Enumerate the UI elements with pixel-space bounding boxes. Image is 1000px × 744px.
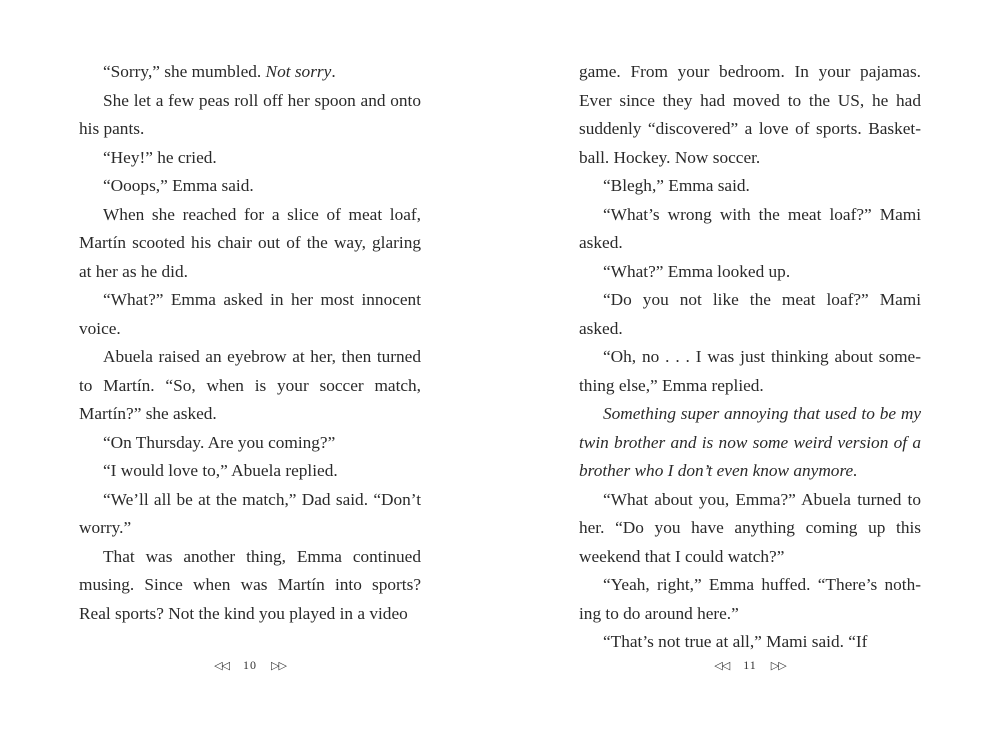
text-run: “Yeah, right,” Emma huffed. “There’s nothing to do around here.” <box>579 575 921 623</box>
paragraph <box>79 58 421 87</box>
paragraph <box>79 286 421 343</box>
right-page <box>500 0 1000 744</box>
paragraph <box>79 172 421 201</box>
paragraph <box>579 58 921 172</box>
text-run: When she reached for a slice of meat loaf, Martín scooted his chair out of the way, glaring at her as he did. <box>79 204 421 281</box>
paragraph <box>79 201 421 287</box>
paragraph <box>579 172 921 201</box>
page-number-footer <box>500 658 1000 673</box>
paragraph <box>579 400 921 486</box>
paragraph <box>579 628 921 657</box>
page-number: 10 <box>243 658 257 672</box>
paragraph <box>79 343 421 429</box>
text-run: “Ooops,” Emma said. <box>103 176 254 195</box>
page-number-footer <box>0 658 500 673</box>
paragraph <box>579 486 921 572</box>
paragraph <box>579 571 921 628</box>
paragraph <box>579 201 921 258</box>
text-run: “Blegh,” Emma said. <box>603 176 750 195</box>
paragraph <box>79 429 421 458</box>
paragraph <box>79 543 421 629</box>
text-run: “On Thursday. Are you coming?” <box>103 432 336 452</box>
next-arrows-icon: ▷▷ <box>770 660 786 672</box>
paragraph <box>79 486 421 543</box>
previous-arrows-icon: ◁◁ <box>214 660 229 672</box>
paragraph <box>579 343 921 400</box>
left-page-body <box>79 58 421 628</box>
text-run: “What’s wrong with the meat loaf?” Mami asked. <box>579 204 921 252</box>
text-run: . <box>331 62 336 81</box>
text-run: “That’s not true at all,” Mami said. “If <box>603 632 868 651</box>
page-number: 11 <box>743 658 757 672</box>
paragraph <box>579 286 921 343</box>
paragraph <box>79 144 421 173</box>
paragraph <box>579 258 921 287</box>
text-run: “Sorry,” she mumbled. <box>103 62 266 81</box>
italic-text: Something super annoying that used to be my twin brother and is now some weird version of a brother who I don’t even know anymore. <box>579 404 921 480</box>
next-arrows-icon: ▷▷ <box>271 660 286 672</box>
text-run: She let a few peas roll off her spoon and onto his pants. <box>79 90 421 138</box>
previous-arrows-icon: ◁◁ <box>714 660 730 672</box>
text-run: Abuela raised an eyebrow at her, then turned to Martín. “So, when is your soccer match, Martín?” she asked. <box>79 347 421 423</box>
paragraph <box>79 457 421 486</box>
text-run: That was another thing, Emma continued musing. Since when was Martín into sports? Real sports? Not the kind you played in a video <box>79 546 421 623</box>
text-run: “Do you not like the meat loaf?” Mami asked. <box>579 290 921 338</box>
italic-text: Not sorry <box>265 62 332 81</box>
text-run: “What about you, Emma?” Abuela turned to her. “Do you have anything coming up this weekend that I could watch?” <box>579 489 921 566</box>
text-run: “We’ll all be at the match,” Dad said. “Don’t worry.” <box>79 489 421 537</box>
text-run: “What?” Emma looked up. <box>603 261 791 281</box>
paragraph <box>79 87 421 144</box>
text-run: “What?” Emma asked in her most innocent voice. <box>79 290 421 338</box>
text-run: “Oh, no . . . I was just thinking about something else,” Emma replied. <box>579 347 921 395</box>
text-run: “Hey!” he cried. <box>103 147 217 167</box>
text-run: “I would love to,” Abuela replied. <box>103 461 338 480</box>
right-page-body <box>579 58 921 657</box>
text-run: game. From your bedroom. In your pajamas. Ever since they had moved to the US, he had suddenly “discovered” a love of sports. Basketball. Hockey. Now soccer. <box>579 62 921 167</box>
